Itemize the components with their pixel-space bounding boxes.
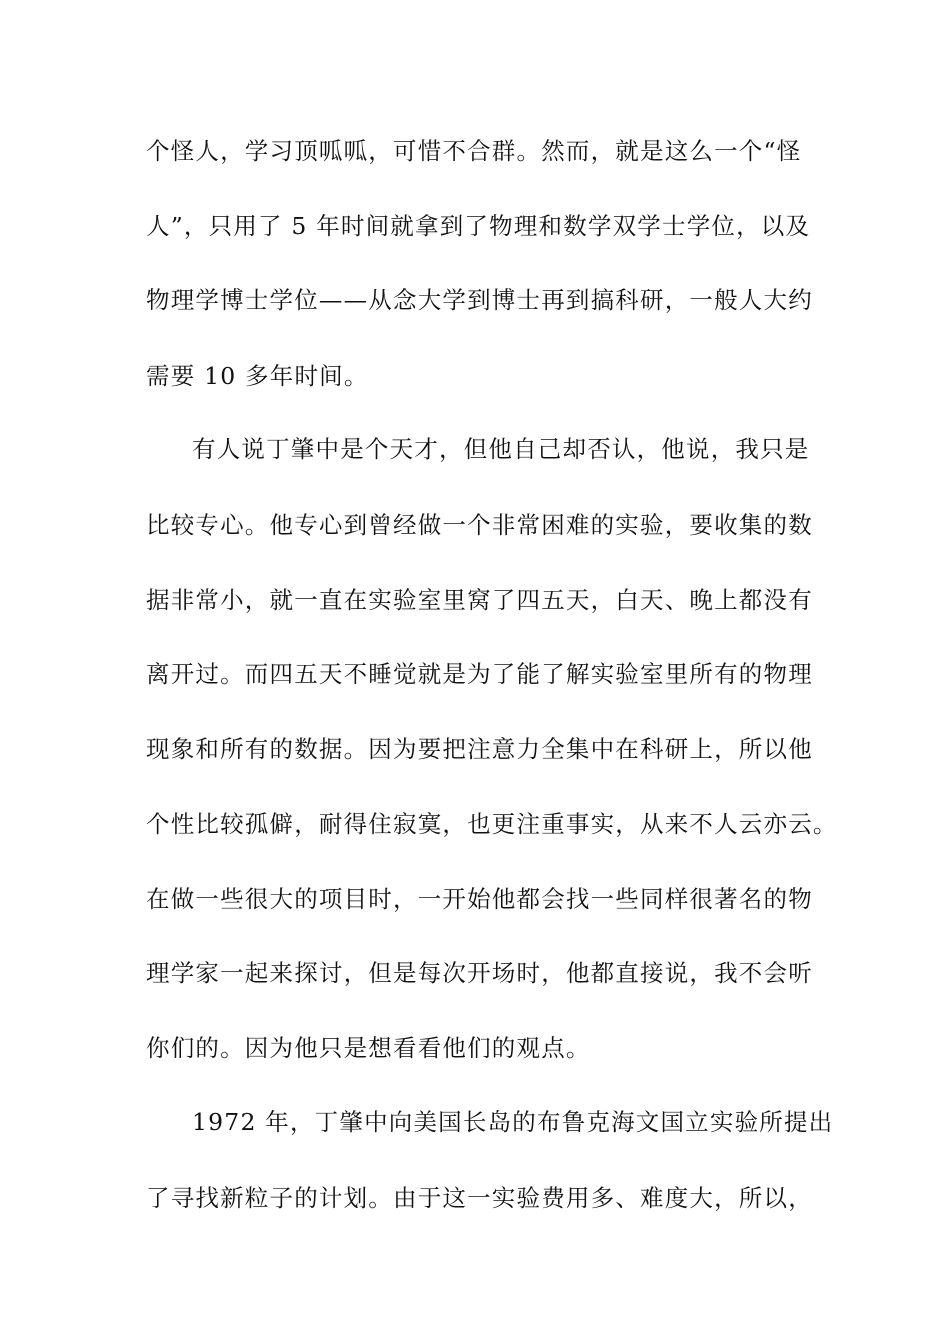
paragraph-first-line: 1972 年，丁肇中向美国长岛的布鲁克海文国立实验所提出 bbox=[192, 1108, 834, 1136]
text-line: 理学家一起来探讨，但是每次开场时，他都直接说，我不会听 bbox=[146, 959, 813, 987]
text-line: 人”，只用了 5 年时间就拿到了物理和数学双学士学位，以及 bbox=[146, 212, 811, 240]
text-line: 个怪人，学习顶呱呱，可惜不合群。然而，就是这么一个“怪 bbox=[146, 137, 802, 165]
text-line: 离开过。而四五天不睡觉就是为了能了解实验室里所有的物理 bbox=[146, 660, 813, 688]
text-line: 比较专心。他专心到曾经做一个非常困难的实验，要收集的数 bbox=[146, 511, 813, 539]
paragraph-first-line: 有人说丁肇中是个天才，但他自己却否认，他说，我只是 bbox=[192, 435, 810, 463]
text-line: 现象和所有的数据。因为要把注意力全集中在科研上，所以他 bbox=[146, 735, 813, 763]
text-line: 据非常小，就一直在实验室里窝了四五天，白天、晚上都没有 bbox=[146, 586, 813, 614]
text-line: 个性比较孤僻，耐得住寂寞，也更注重事实，从来不人云亦云。 bbox=[146, 810, 838, 838]
text-line: 在做一些很大的项目时，一开始他都会找一些同样很著名的物 bbox=[146, 885, 813, 913]
text-line: 需要 10 多年时间。 bbox=[146, 362, 369, 390]
text-line: 了寻找新粒子的计划。由于这一实验费用多、难度大，所以， bbox=[146, 1184, 813, 1212]
text-line: 你们的。因为他只是想看看他们的观点。 bbox=[146, 1034, 591, 1062]
text-line: 物理学博士学位——从念大学到博士再到搞科研，一般人大约 bbox=[146, 286, 813, 314]
